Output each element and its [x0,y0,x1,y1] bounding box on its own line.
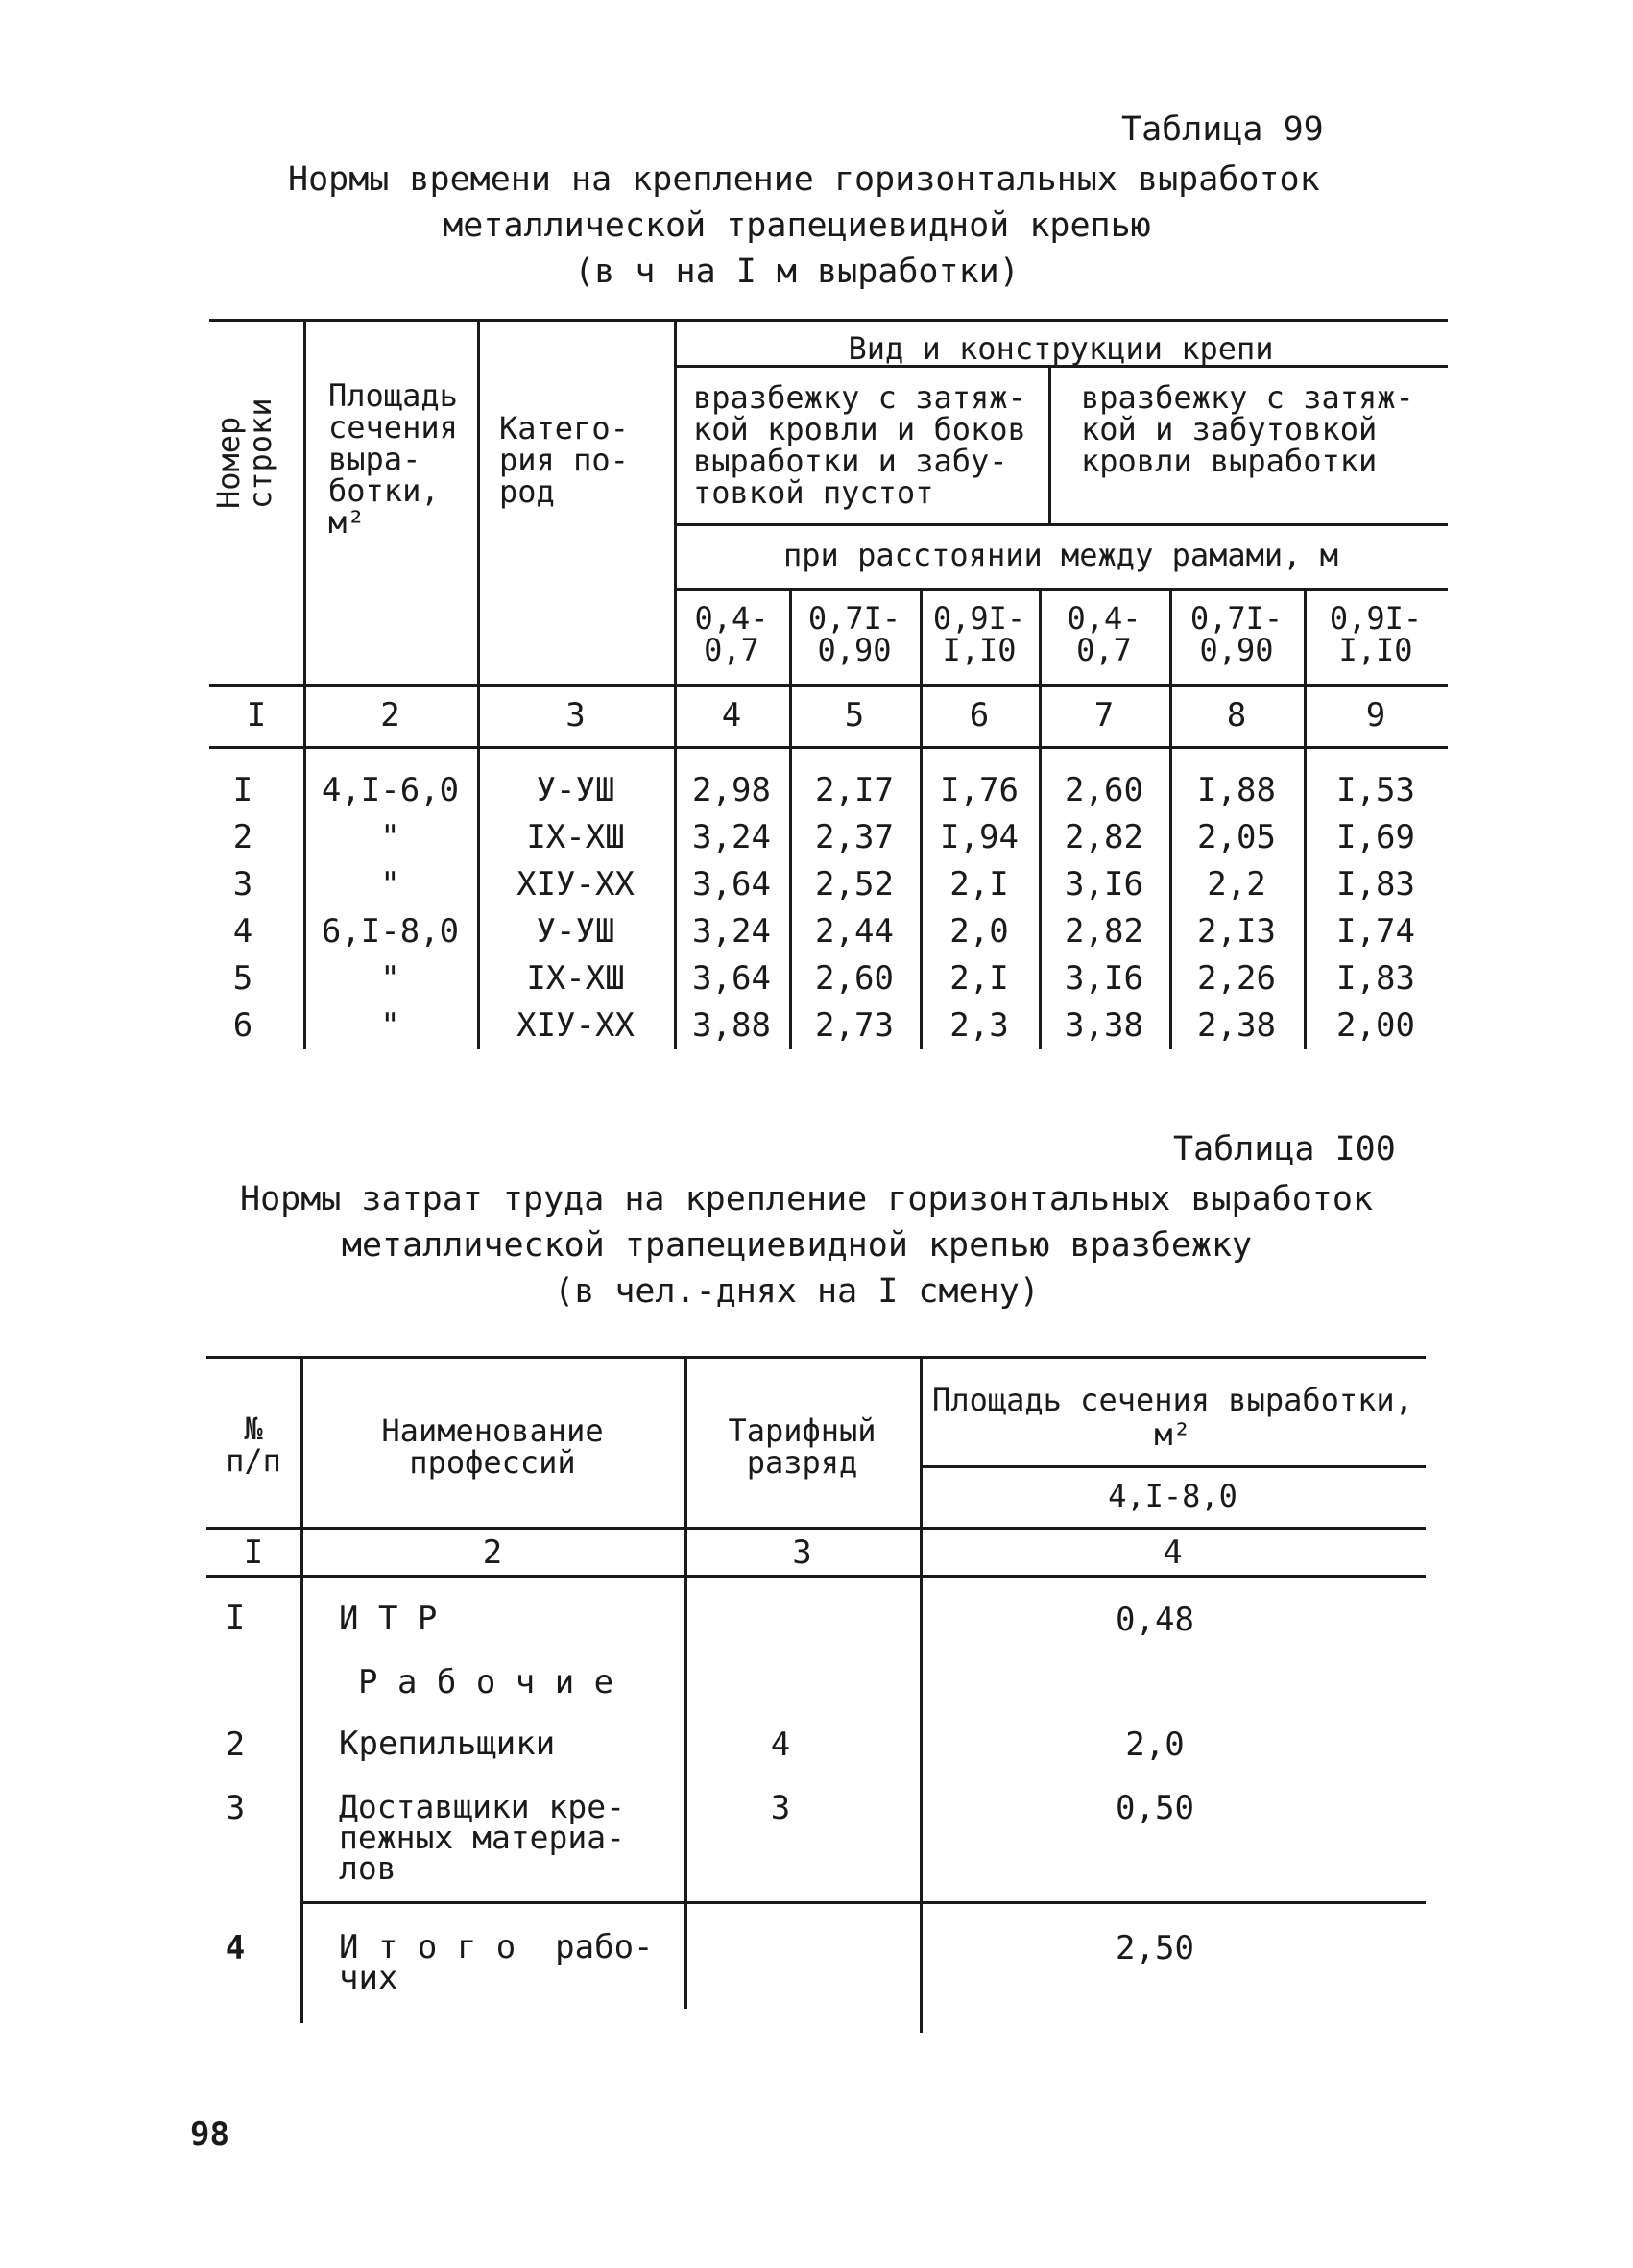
table100-header-number: № п/п [226,1411,281,1479]
table99-cell: I [232,771,253,809]
table99-cell: 6 [232,1006,253,1045]
table100-row-value: 0,48 [1116,1601,1194,1639]
table99-cell: 2,73 [815,1006,894,1045]
table99-cell: 3,24 [692,912,771,951]
table100-row-grade: 3 [770,1789,791,1827]
table99-cell: I,94 [940,818,1019,857]
table99-header-area: Площадь сечения выра- ботки, м² [328,377,458,541]
table100-row-name: И Т Р [339,1600,438,1638]
table100-row-grade: 4 [770,1725,791,1764]
table99-cell: 3,I6 [1065,959,1143,998]
table100-label: Таблица I00 [1173,1130,1396,1169]
table99-cell: 4 [232,912,253,951]
table99-cell: " [380,865,400,904]
table99-subheader-2: 0,7I- 0,90 [807,600,901,668]
table99-cell: 2,82 [1065,912,1143,951]
table100-title-line2: металлической трапециевидной крепью вразбежку [341,1226,1253,1265]
table100-row-number: 2 [225,1725,246,1764]
table100-header-area-range: 4,I-8,0 [1108,1478,1237,1514]
table99-colnum: 9 [1365,696,1386,735]
table100-title-line1: Нормы затрат труда на крепление горизонтальных выработок [240,1180,1374,1218]
table99-subheader-6: 0,9I- I,I0 [1329,600,1423,668]
table99-header-group-b: вразбежку с затяж- кой и забутовкой кровли выработки [1081,379,1414,479]
table99-cell: XIУ-XX [516,865,635,904]
table99-cell: 2,00 [1336,1006,1415,1045]
table99-cell: 2,3 [949,1006,1009,1045]
table99-title-line2: металлической трапециевидной крепью [443,206,1151,245]
table99-cell: 2,52 [815,865,894,904]
table99-colnum: I [246,696,267,735]
table99-header-support-type: Вид и конструкции крепи [848,330,1274,367]
table99-cell: 3,24 [692,818,771,857]
table99-colnum: 5 [844,696,865,735]
table99-cell: XIУ-XX [516,1006,635,1045]
table99-cell: 4,I-6,0 [321,771,460,809]
table99-cell: 2,98 [692,771,771,809]
table99-colnum: 8 [1226,696,1247,735]
table99-cell: 2,0 [949,912,1009,951]
table99-cell: 2,05 [1197,818,1276,857]
table99-cell: 2,60 [1065,771,1143,809]
table100-row-number: I [225,1599,246,1637]
table99-cell: IX-XШ [526,959,625,998]
table99-title-line3: (в ч на I м выработки) [574,253,1020,291]
table99-cell: 2,I3 [1197,912,1276,951]
table100-colnum: 2 [482,1533,503,1572]
table100-header-area-unit: м² [1154,1416,1191,1453]
table99-cell: У-УШ [536,771,615,809]
table100-header-area: Площадь сечения выработки, [932,1382,1413,1418]
table99-cell: I,76 [940,771,1019,809]
table100-row-name: И т о г о рабо- чих [339,1928,654,1997]
table100-colnum: 3 [792,1533,812,1572]
table100-workers-label: Р а б о ч и е [358,1663,614,1701]
table99-colnum: 6 [969,696,990,735]
table99-title-line1: Нормы времени на крепление горизонтальных выработок [288,160,1320,199]
page-number: 98 [190,2115,229,2154]
table99-cell: " [380,959,400,998]
table99-header-row-number: Номер строки [210,398,278,509]
table99-cell: 2,37 [815,818,894,857]
table100-row-number: 3 [225,1789,246,1827]
table99-cell: 2,60 [815,959,894,998]
table99-cell: 5 [232,959,253,998]
table99-cell: IX-XШ [526,818,625,857]
table99-cell: 2,44 [815,912,894,951]
table99-cell: 2,I [949,959,1009,998]
table99-colnum: 3 [565,696,586,735]
table99-cell: 2,I7 [815,771,894,809]
table99-subheader-5: 0,7I- 0,90 [1189,600,1284,668]
table99-cell: У-УШ [536,912,615,951]
table99-colnum: 7 [1093,696,1115,735]
table99-header-group-a: вразбежку с затяж- кой кровли и боков выработки и забу- товкой пустот [693,379,1026,511]
table99-cell: 3,38 [1065,1006,1143,1045]
table99-cell: 2,38 [1197,1006,1276,1045]
table99-subheader-1: 0,4- 0,7 [694,600,769,668]
table99-cell: 2,2 [1207,865,1266,904]
table99-cell: I,74 [1336,912,1415,951]
table99-subheader-3: 0,9I- I,I0 [932,600,1026,668]
table99-cell: I,69 [1336,818,1415,857]
table100-colnum: 4 [1163,1533,1183,1572]
table99-cell: 2,26 [1197,959,1276,998]
table99-cell: I,53 [1336,771,1415,809]
table99-colnum: 4 [721,696,742,735]
table99-cell: I,83 [1336,865,1415,904]
table99-cell: 2 [232,818,253,857]
table100-row-value: 2,50 [1116,1929,1194,1967]
table99-cell: 3,64 [692,865,771,904]
table99-header-distance: при расстоянии между рамами, м [783,537,1338,573]
table99-cell: 3,I6 [1065,865,1143,904]
table100-row-name: Крепильщики [339,1725,556,1763]
table99-cell: " [380,1006,400,1045]
table99-colnum: 2 [380,696,400,735]
table99-cell: 3 [232,865,253,904]
table99-cell: 6,I-8,0 [321,912,460,951]
table100-title-line3: (в чел.-днях на I смену) [554,1272,1040,1311]
table99-cell: 2,82 [1065,818,1143,857]
table100-header-grade: Тарифный разряд [728,1412,877,1481]
table99-cell: " [380,818,400,857]
table100-row-name: Доставщики кре- пежных материа- лов [339,1788,626,1887]
table99-cell: 2,I [949,865,1009,904]
table100-header-profession: Наименование профессий [381,1412,604,1481]
table99-cell: I,83 [1336,959,1415,998]
table100-row-value: 0,50 [1116,1789,1194,1827]
table100-row-value: 2,0 [1125,1725,1185,1764]
table99-cell: I,88 [1197,771,1276,809]
table100-colnum: I [243,1533,264,1572]
table100-row-number: 4 [225,1929,246,1967]
table99-cell: 3,88 [692,1006,771,1045]
table99-header-category: Катего- рия по- род [499,410,629,510]
table99-cell: 3,64 [692,959,771,998]
table99-label: Таблица 99 [1121,110,1324,149]
table99-subheader-4: 0,4- 0,7 [1067,600,1141,668]
